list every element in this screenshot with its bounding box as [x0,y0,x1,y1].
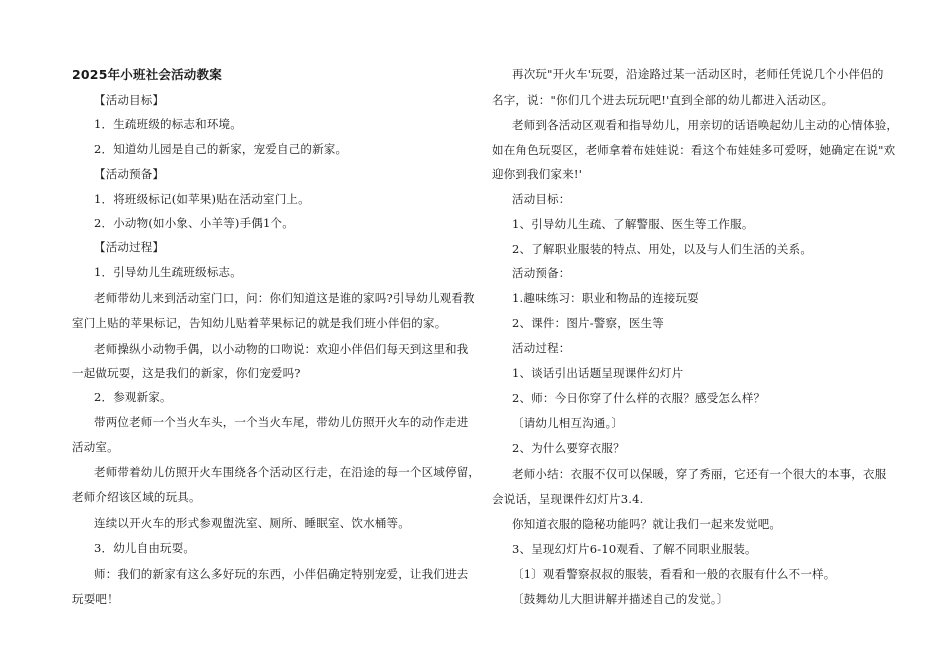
left-line-19: 3．幼儿自由玩耍。 [94,541,196,555]
left-line-14: 带两位老师一个当火车头，一个当火车尾，带幼儿仿照开火车的动作走进 [94,415,469,429]
right-line-11: 2、课件：图片-警察，医生等 [512,316,665,330]
left-line-16: 老师带着幼儿仿照开火车围绕各个活动区行走，在沿途的每一个区域停留， [94,465,481,479]
right-line-20: 3、呈现幻灯片6-10观看、了解不同职业服装。 [512,542,757,556]
right-line-22: 〔鼓舞幼儿大胆讲解并描述自己的发觉。〕 [512,592,729,606]
left-line-21: 玩耍吧！ [72,592,119,606]
right-line-15: 〔请幼儿相互沟通。〕 [512,416,624,430]
right-line-10: 1.趣味练习：职业和物品的连接玩耍 [512,291,699,305]
right-line-3: 老师到各活动区观看和指导幼儿，用亲切的话语唤起幼儿主动的心情体验， [512,118,899,132]
right-line-8: 2、了解职业服装的特点、用处，以及与人们生活的关系。 [512,242,813,256]
right-line-5: 迎你到我们家来!' [492,167,583,181]
left-line-6: 2．小动物(如小象、小羊等)手偶1个。 [94,216,294,230]
right-line-12: 活动过程： [512,341,571,355]
right-line-14: 2、师：今日你穿了什么样的衣服？感受怎么样？ [512,391,766,405]
left-line-3: 2．知道幼儿园是自己的新家，宠爱自己的新家。 [94,142,348,156]
left-line-18: 连续以开火车的形式参观盥洗室、厕所、睡眠室、饮水桶等。 [94,516,410,530]
left-line-5: 1．将班级标记(如苹果)贴在活动室门上。 [94,192,310,206]
left-line-15: 活动室。 [72,440,119,454]
left-line-11: 老师操纵小动物手偶，以小动物的口吻说：欢迎小伴侣们每天到这里和我 [94,342,469,356]
left-line-9: 老师带幼儿来到活动室门口，问：你们知道这是谁的家吗?引导幼儿观看教 [94,291,475,305]
left-line-2: 1．生疏班级的标志和环境。 [94,117,242,131]
right-line-1: 再次玩"开火车'玩耍，沿途路过某一活动区时，老师任凭说几个小伴侣的 [512,67,884,81]
left-line-10: 室门上贴的苹果标记，告知幼儿贴着苹果标记的就是我们班小伴侣的家。 [72,316,447,330]
right-line-18: 会说话，呈现课件幻灯片3.4. [492,492,644,506]
right-line-2: 名字，说："你们几个进去玩玩吧!'直到全部的幼儿都进入活动区。 [492,93,834,107]
right-line-16: 2、为什么要穿衣服？ [512,441,625,455]
right-line-9: 活动预备： [512,266,571,280]
right-line-19: 你知道衣服的隐秘功能吗？就让我们一起来发觉吧。 [512,517,782,531]
left-line-8: 1．引导幼儿生疏班级标志。 [94,265,242,279]
left-line-17: 老师介绍该区域的玩具。 [72,490,201,504]
document-title: 2025年小班社会活动教案 [72,67,222,82]
right-line-17: 老师小结：衣服不仅可以保暖，穿了秀丽，它还有一个很大的本事，衣服 [512,467,887,481]
right-line-6: 活动目标： [512,192,571,206]
left-line-4: 【活动预备】 [94,167,165,181]
left-line-12: 一起做玩耍，这是我们的新家，你们宠爱吗? [72,366,301,380]
left-line-13: 2．参观新家。 [94,390,172,404]
left-line-20: 师：我们的新家有这么多好玩的东西，小伴侣确定特别宠爱，让我们进去 [94,567,469,581]
right-line-21: 〔1〕观看警察叔叔的服装，看看和一般的衣服有什么不一样。 [512,567,836,581]
left-line-1: 【活动目标】 [94,93,165,107]
left-line-7: 【活动过程】 [94,240,165,254]
right-line-4: 如在角色玩耍区，老师拿着布娃娃说：看这个布娃娃多可爱呀，她确定在说"欢 [492,143,896,157]
right-line-13: 1、谈话引出话题呈现课件幻灯片 [512,366,684,380]
right-line-7: 1、引导幼儿生疏、了解警服、医生等工作服。 [512,217,754,231]
